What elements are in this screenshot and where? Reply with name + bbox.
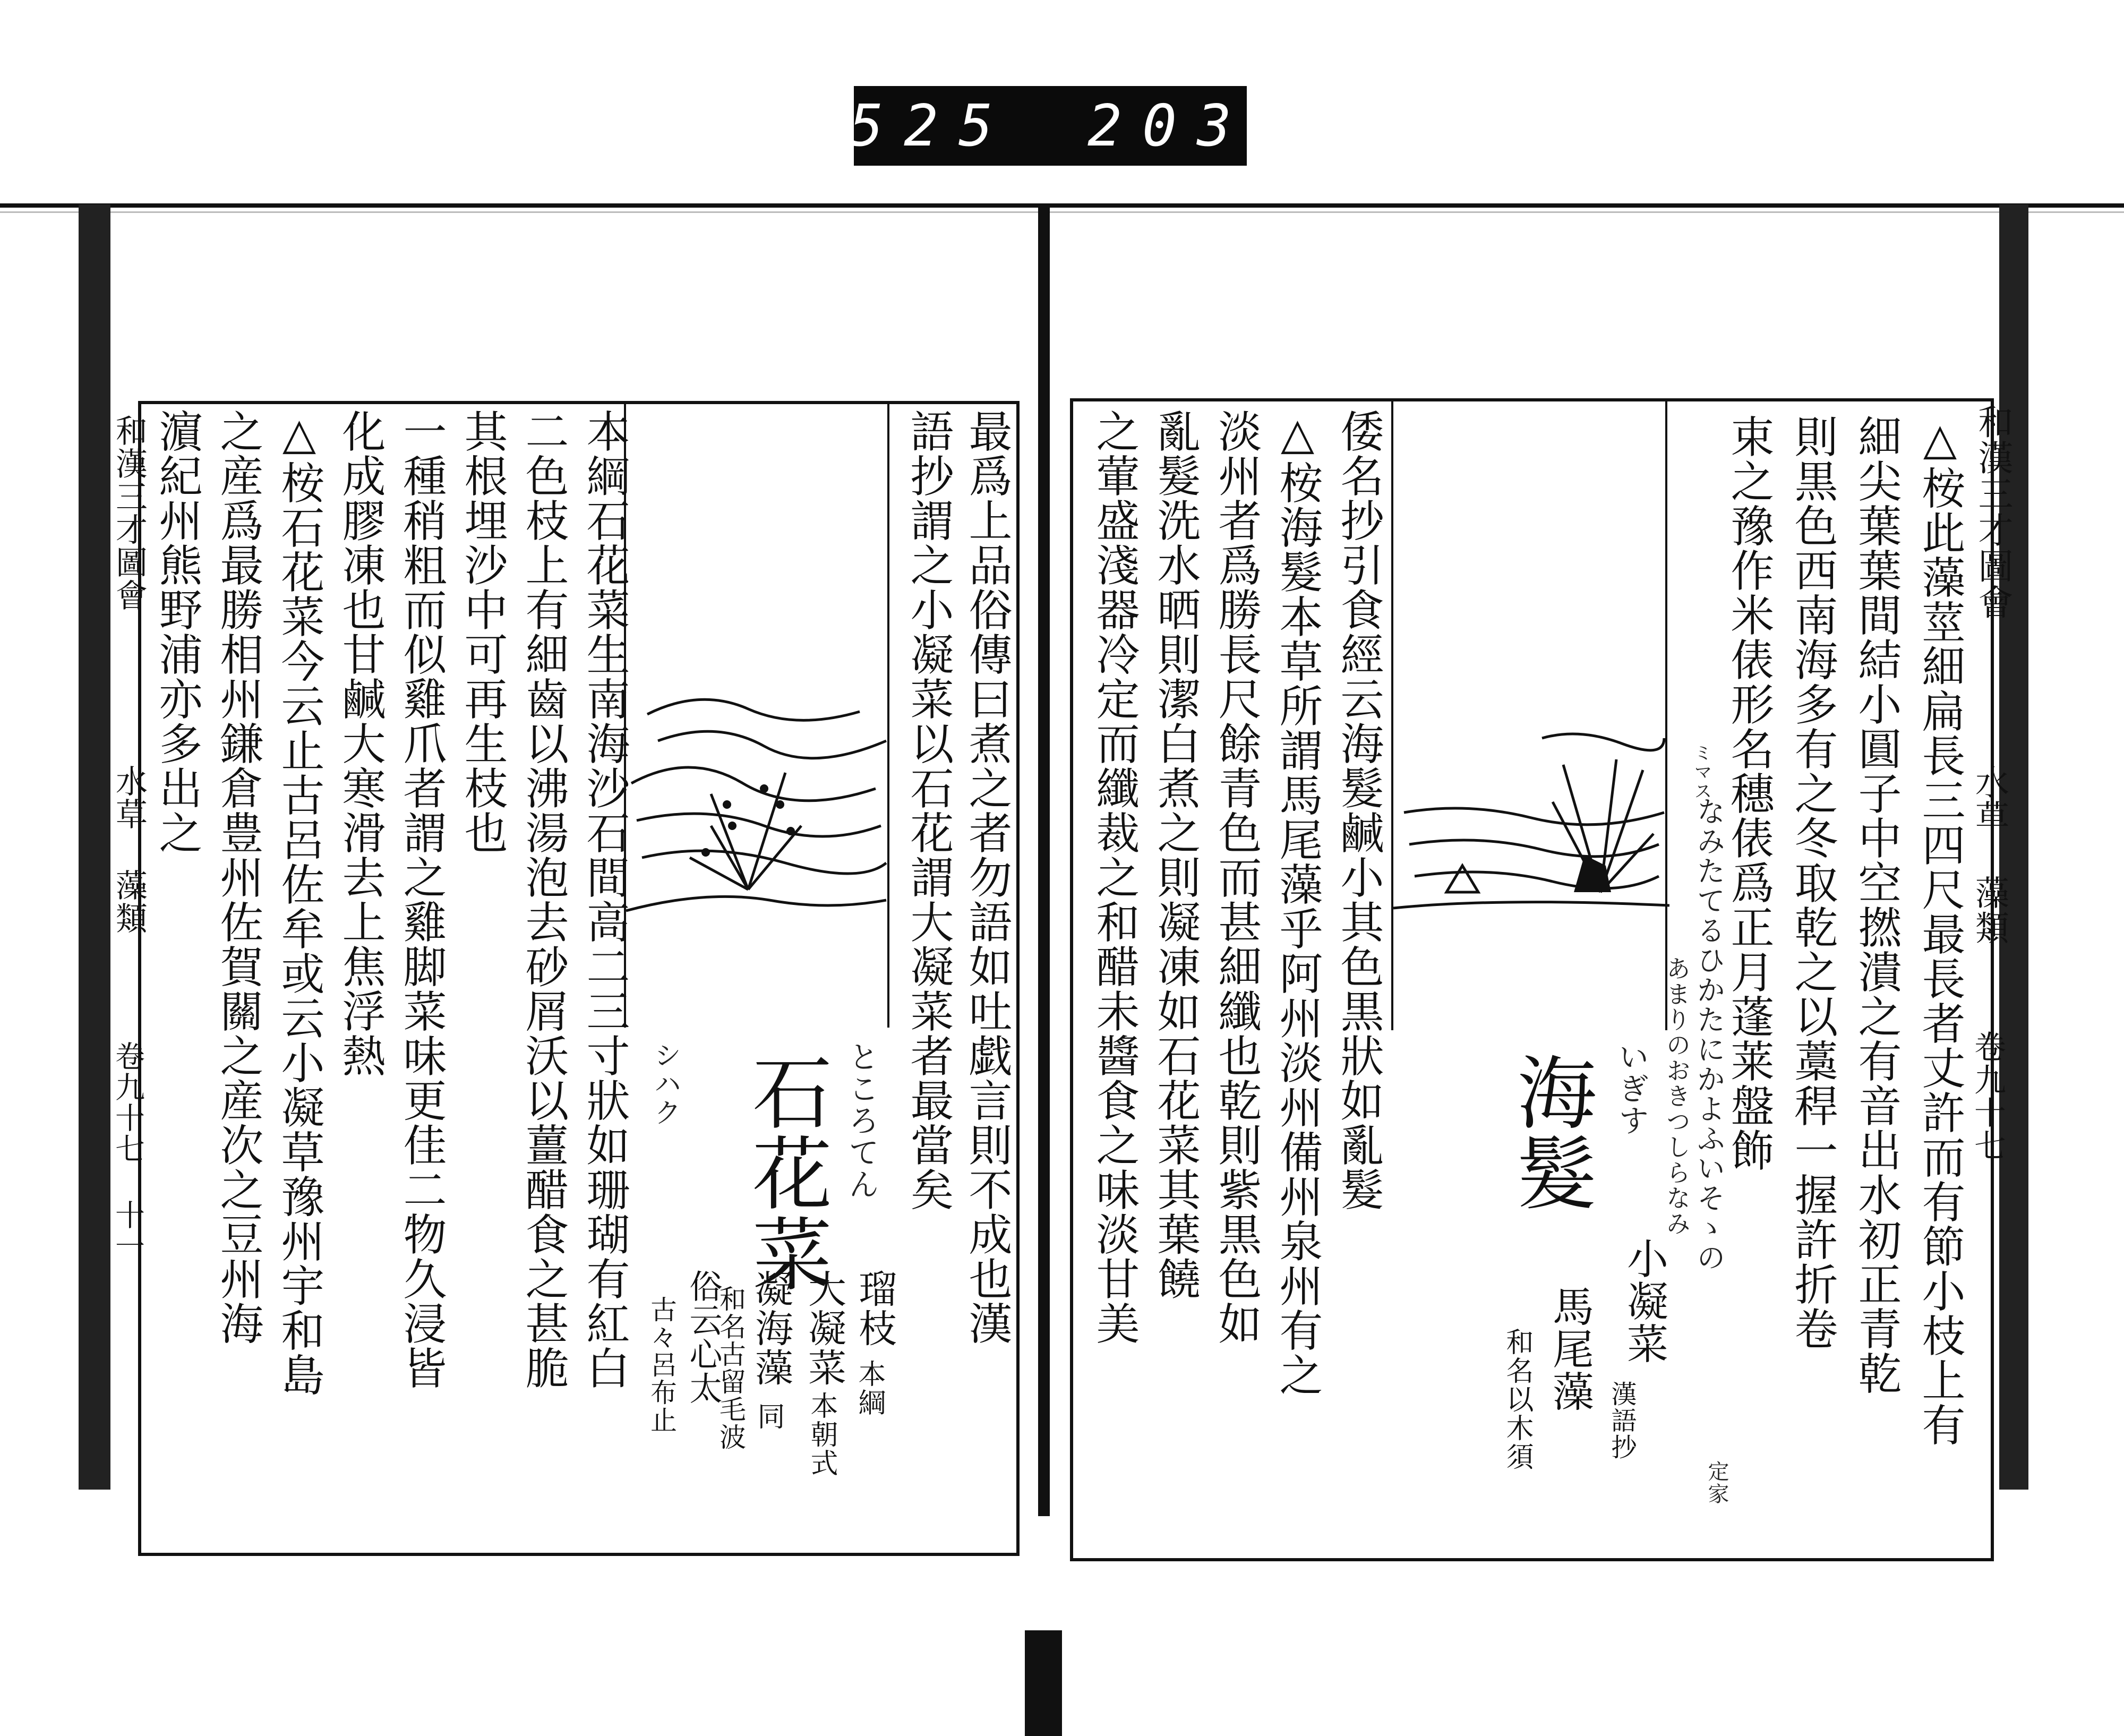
poem-line-2: あまりのおきつしらなみ <box>1663 956 1691 1236</box>
right-body-column-1: △桉此藻莖細扁長三四尺最長者丈許而有節小枝上有 <box>1915 414 1965 1447</box>
film-frame-number: 203 <box>1087 92 1252 159</box>
left-page-tab: 水草 藻類 <box>110 765 148 935</box>
left-body2-column-6: △桉石花菜今云止古呂佐牟或云小凝草豫州宇和島 <box>274 409 324 1397</box>
left-body2-column-2: 二色枝上有細齒以沸湯泡去砂屑沃以薑醋食之甚脆 <box>518 409 569 1390</box>
left-body2-column-7: 之産爲最勝相州鎌倉豊州佐賀關之産次之豆州海 <box>213 409 263 1346</box>
left-page-edge <box>79 204 110 1490</box>
left-entry-source-2: 本朝式 <box>806 1391 837 1477</box>
right-body2-column-1: 倭名抄引食經云海髮鹹小其色黒狀如亂髮 <box>1333 409 1384 1212</box>
left-entry-name-2: 大凝菜 <box>802 1269 846 1387</box>
right-body-column-4: 束之豫作米俵形名穗俵爲正月蓬莱盤飾 <box>1724 414 1774 1173</box>
right-caption-kana: いぎす <box>1613 1041 1649 1136</box>
left-entry-name-3: 凝海藻 <box>749 1269 793 1387</box>
left-body1-column-2: 語抄謂之小凝菜以石花謂大凝菜者最當矣 <box>903 409 954 1212</box>
right-illustration-panel <box>1391 398 1667 1030</box>
center-gutter <box>1038 204 1050 1516</box>
left-body1-column-1: 最爲上品俗傳曰煮之者勿語如吐戯言則不成也漢 <box>962 409 1012 1346</box>
left-entry-source-3: 同 <box>752 1402 784 1431</box>
right-page-tab: 水草 藻類 <box>1969 765 2009 945</box>
left-illustration-panel <box>624 401 889 1028</box>
left-body2-column-1: 本綱石花菜生南海沙石間高二三寸狀如珊瑚有紅白 <box>579 409 630 1390</box>
left-entry-name-1: 瑠枝 <box>852 1269 897 1348</box>
left-page-folio: 卷九十七 十一 <box>110 1041 145 1261</box>
film-frame-label <box>849 86 1252 166</box>
right-page-header: 和漢三才圖會 <box>1972 404 2013 620</box>
book-top-edge-shadow <box>0 211 2124 213</box>
right-body2-column-3: 淡州者爲勝長尺餘青色而甚細纖也乾則紫黒色如 <box>1211 409 1262 1346</box>
left-entry-name-5: 俗云心太 <box>684 1269 723 1405</box>
seaweed-shore-illustration <box>626 401 892 1028</box>
film-reel-number: 525 <box>849 92 1013 159</box>
left-body2-column-5: 化成膠凍也甘鹹大寒滑去上焦浮熱 <box>335 409 386 1078</box>
center-gutter-base <box>1025 1630 1062 1736</box>
left-body2-column-3: 其根埋沙中可再生枝也 <box>457 409 508 855</box>
left-body2-column-4: 一種稍粗而似雞爪者謂之雞脚菜味更佳二物久浸皆 <box>396 409 447 1390</box>
left-entry-name-6: 古々呂布止 <box>646 1296 677 1434</box>
right-entry-name-2: 馬尾藻 <box>1546 1285 1594 1413</box>
right-body2-column-5: 之葷盛淺器冷定而纖裁之和醋未醬食之味淡甘美 <box>1089 409 1140 1346</box>
left-body2-column-8: 濵紀州熊野浦亦多出之 <box>152 409 202 855</box>
left-page-header: 和漢三才圖會 <box>110 414 148 612</box>
right-body2-column-4: 亂髮洗水晒則潔白煮之則凝凍如石花菜其葉饒 <box>1150 409 1201 1301</box>
left-entry-source-1: 本綱 <box>853 1359 885 1417</box>
left-caption-kana: ところてん <box>843 1041 879 1200</box>
right-page-folio: 卷九十七 <box>1969 1030 2006 1162</box>
right-body-column-3: 則黒色西南海多有之冬取乾之以藁稈一握許折卷 <box>1787 414 1838 1351</box>
poem-line-1: なみたてるひかたにかよふいそゝの <box>1692 797 1726 1272</box>
right-entry-source-1: 漢語抄 <box>1607 1381 1637 1460</box>
right-body-column-2: 細尖葉葉間結小圓子中空撚潰之有音出水初正青乾 <box>1851 414 1902 1396</box>
book-top-edge <box>0 203 2124 208</box>
poem-author: 定家 <box>1705 1460 1729 1505</box>
right-entry-source-2: 和名以木須 <box>1501 1328 1533 1471</box>
left-entry-name-4: 和名古留毛波 <box>715 1285 746 1451</box>
left-caption-note: シハク <box>649 1041 681 1127</box>
seaweed-rocks-illustration <box>1393 398 1669 1030</box>
left-illustration-caption: 石花菜 <box>739 1051 831 1294</box>
right-illustration-caption: 海髮 <box>1503 1051 1596 1213</box>
right-entry-name-1: 小凝菜 <box>1620 1237 1668 1365</box>
right-body2-column-2: △桉海髮本草所謂馬尾藻乎阿州淡州備州泉州有之 <box>1272 409 1323 1397</box>
poem-note: ミマス <box>1691 743 1712 801</box>
